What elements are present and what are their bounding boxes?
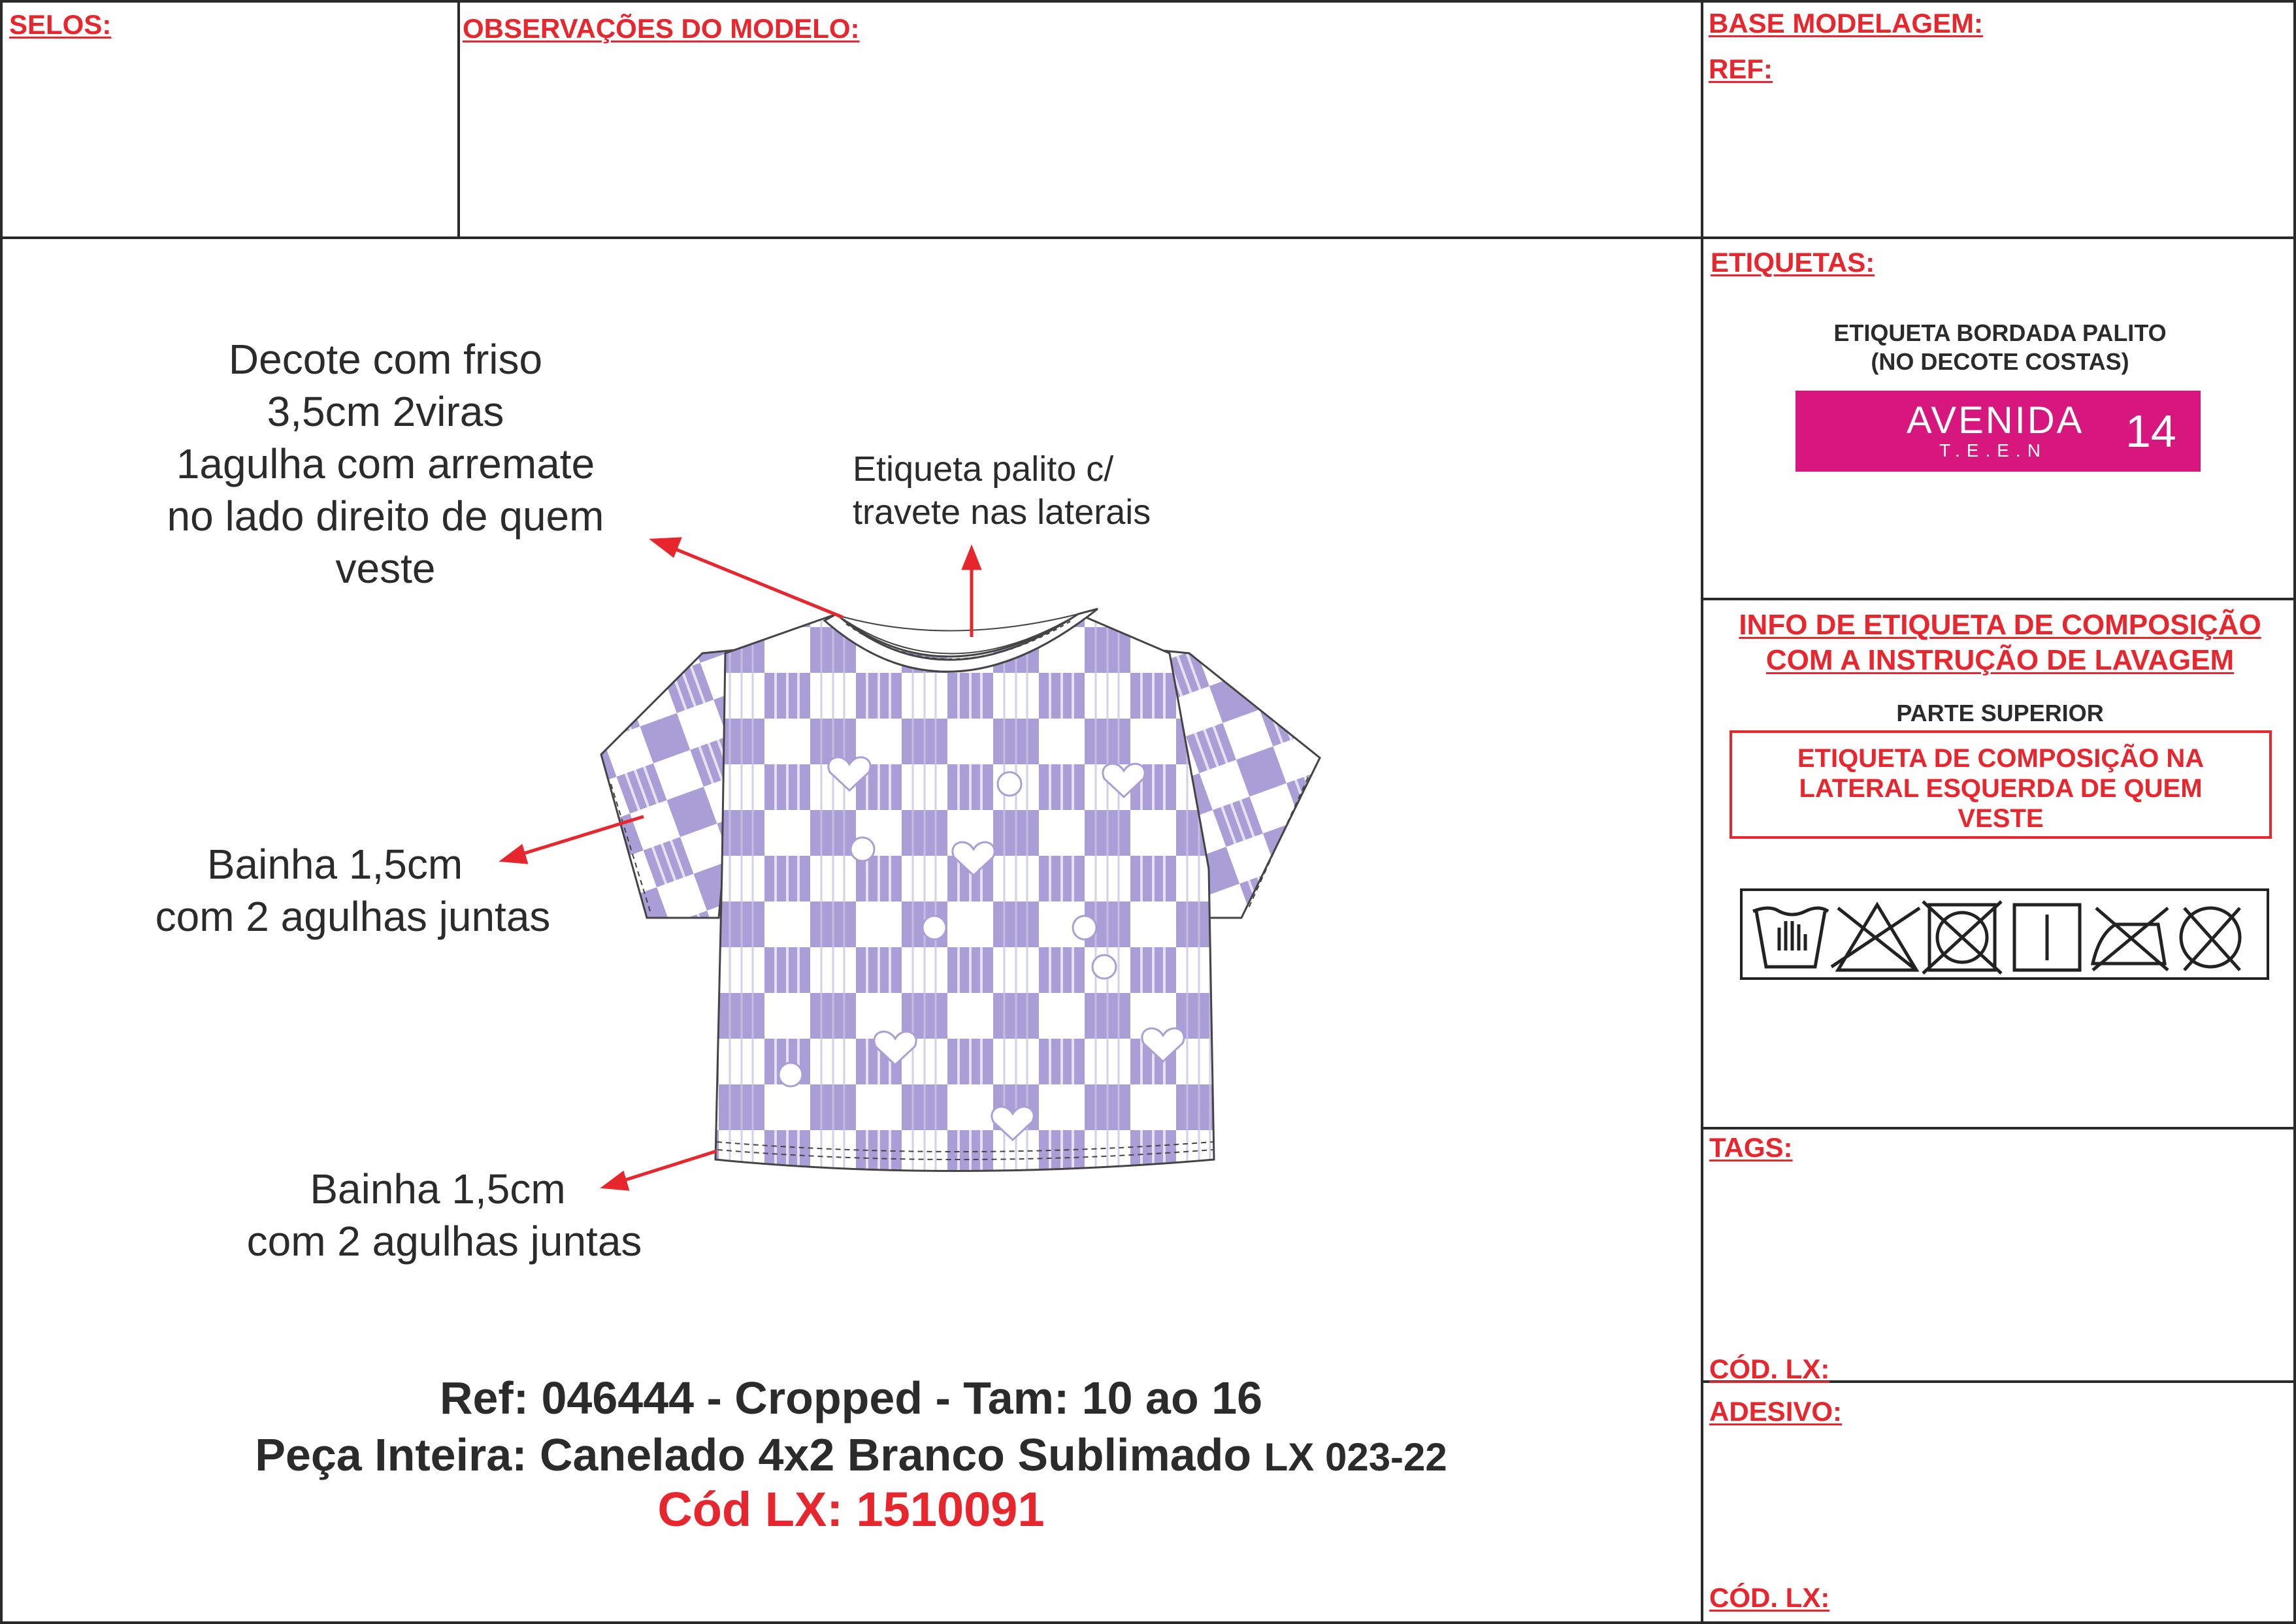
- selos-label: SELOS:: [9, 9, 112, 40]
- etiqueta-palito-line-2: travete nas laterais: [853, 493, 1151, 532]
- tshirt-body: [715, 614, 1214, 1171]
- etiqueta-desc-line-2: (NO DECOTE COSTAS): [1871, 348, 2129, 375]
- brand-name: AVENIDA: [1907, 399, 2084, 442]
- composicao-line-3: VESTE: [1958, 804, 2044, 833]
- tags-label: TAGS:: [1709, 1132, 1793, 1163]
- decote-line-1: Decote com friso: [228, 336, 543, 383]
- brand-sub: T.E.E.N: [1939, 440, 2047, 461]
- info-title-line-1: INFO DE ETIQUETA DE COMPOSIÇÃO: [1739, 609, 2261, 641]
- etiqueta-palito-line-1: Etiqueta palito c/: [853, 449, 1114, 489]
- product-ref-line: Ref: 046444 - Cropped - Tam: 10 ao 16: [439, 1372, 1263, 1423]
- composicao-box: [1730, 730, 2272, 839]
- bainha-manga-line-2: com 2 agulhas juntas: [155, 893, 551, 940]
- parte-superior-label: PARTE SUPERIOR: [1896, 700, 2104, 726]
- bainha-barra-line-2: com 2 agulhas juntas: [246, 1218, 642, 1265]
- decote-line-3: 1agulha com arremate: [176, 440, 595, 487]
- product-fabric-suffix: LX 023-22: [1264, 1435, 1447, 1479]
- bainha-manga-line-1: Bainha 1,5cm: [206, 841, 463, 888]
- brand-number: 14: [2125, 406, 2176, 457]
- base-modelagem-label: BASE MODELAGEM:: [1709, 8, 1983, 39]
- product-fabric-line: [0, 1429, 1702, 1481]
- decote-line-2: 3,5cm 2viras: [267, 388, 504, 435]
- etiqueta-desc-line-1: ETIQUETA BORDADA PALITO: [1833, 319, 2167, 346]
- observacoes-label: OBSERVAÇÕES DO MODELO:: [463, 13, 860, 44]
- cod-lx-label-2: CÓD. LX:: [1709, 1582, 1830, 1613]
- composicao-line-1: ETIQUETA DE COMPOSIÇÃO NA: [1797, 744, 2205, 773]
- ref-label: REF:: [1709, 54, 1773, 84]
- adesivo-label: ADESIVO:: [1709, 1396, 1843, 1427]
- decote-line-5: veste: [335, 545, 436, 592]
- etiqueta-bordada-desc: [1704, 319, 2296, 376]
- product-fabric-main: Peça Inteira: Canelado 4x2 Branco Sublimado: [255, 1429, 1252, 1480]
- composicao-line-2: LATERAL ESQUERDA DE QUEM: [1799, 774, 2203, 803]
- etiquetas-label: ETIQUETAS:: [1711, 247, 1875, 278]
- brand-label: [1796, 391, 2201, 472]
- info-title-line-2: COM A INSTRUÇÃO DE LAVAGEM: [1765, 644, 2235, 676]
- care-symbols-strip: [1740, 888, 2269, 980]
- product-cod-lx: Cód LX: 1510091: [657, 1482, 1045, 1536]
- decote-line-4: no lado direito de quem: [167, 493, 604, 540]
- cod-lx-label-1: CÓD. LX:: [1709, 1354, 1830, 1384]
- bainha-barra-line-1: Bainha 1,5cm: [310, 1165, 566, 1212]
- info-composicao-title: [1704, 608, 2296, 678]
